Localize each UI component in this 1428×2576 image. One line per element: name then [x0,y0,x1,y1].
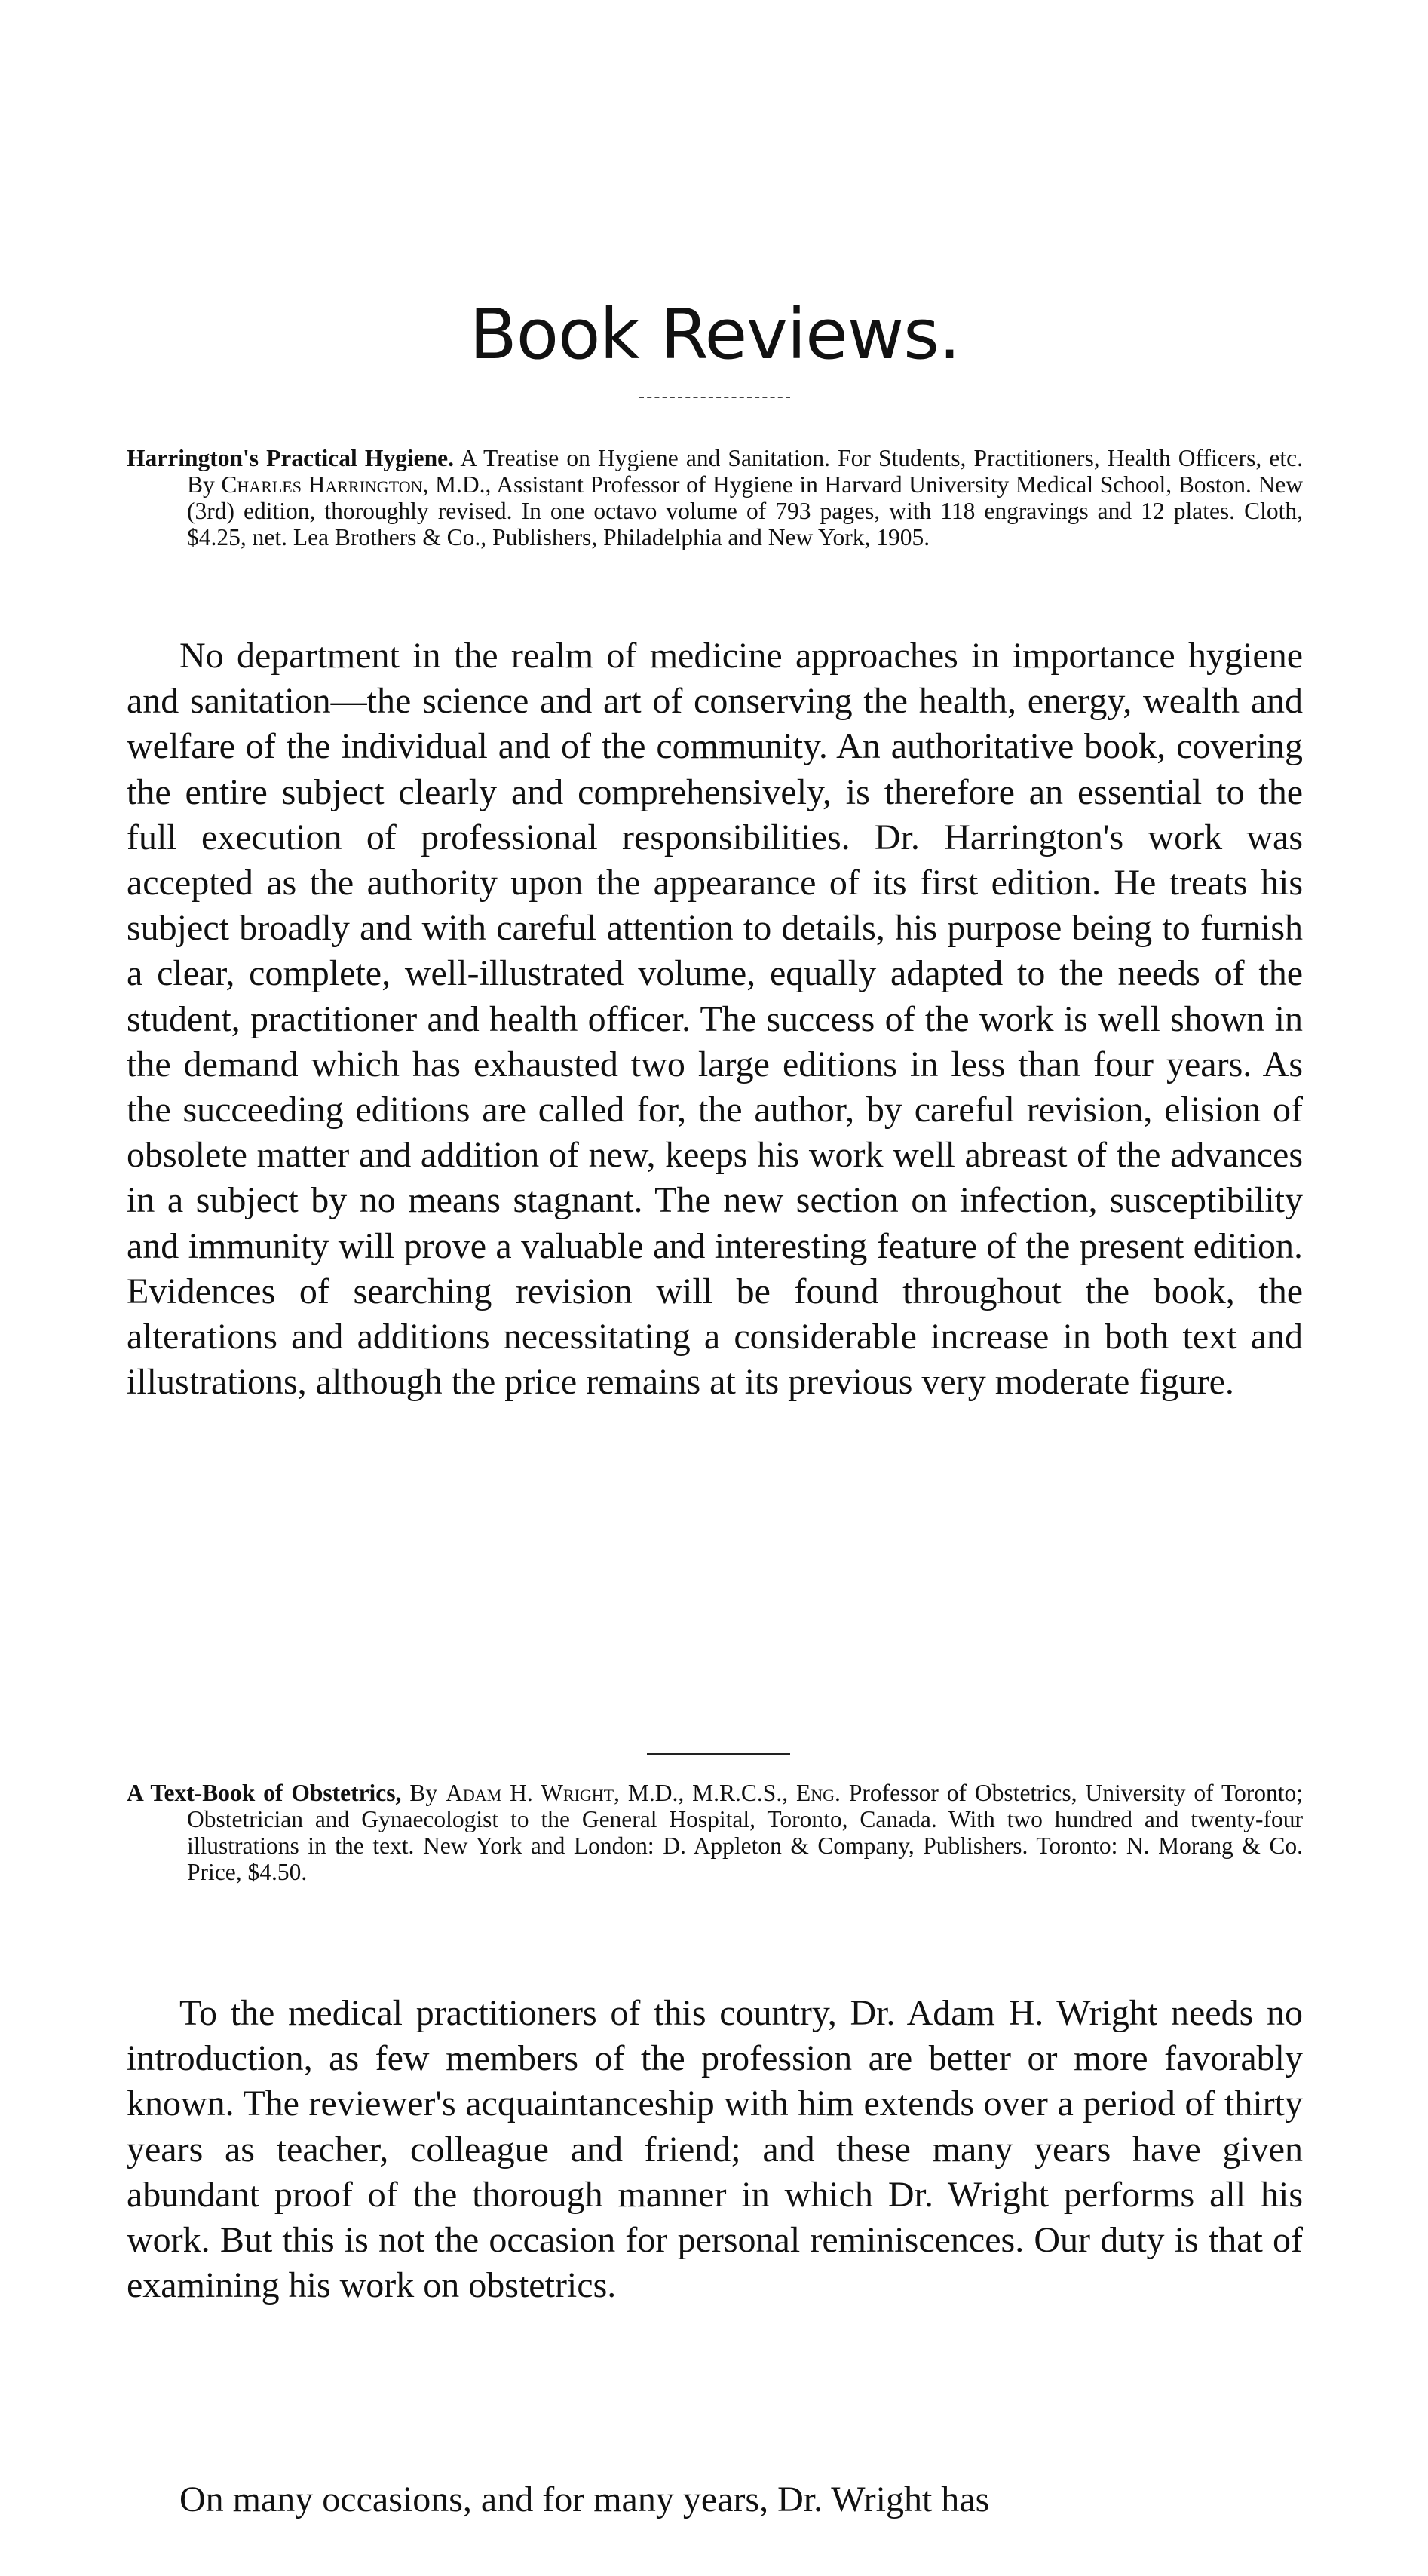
section-divider [647,1753,790,1755]
page-title: Book Reviews. [469,294,961,375]
page [127,0,1303,2576]
citation-by: By [187,471,215,498]
book-details: Professor of Obstetrics, University of Toronto; Obstetrician and Gynaecologist to the General Hospital, Toronto, Canada. With two hundred and twenty-four illustrations in the text. New York and London: D. Appleton & Company, Publishers. Toronto: N. Morang & Co. Price, $4.50. [187,1780,1304,1885]
title-divider [639,397,790,398]
book-author: Charles Harrington, M.D., [221,471,492,498]
citation-by: By [409,1780,438,1806]
book-description: A Treatise on Hygiene and Sanitation. For Students, Practitioners, Health Officers, etc. [460,445,1304,471]
review-citation [127,1780,1303,1885]
book-details: Assistant Professor of Hygiene in Harvard University Medical School, Boston. New (3rd) edition, thoroughly revised. In one octavo volume of 793 pages, with 118 engravings and 12 plates. Cloth, $4.25, net. Lea Brothers & Co., Publishers, Philadelphia and New York, 1905. [187,471,1304,550]
book-title: A Text-Book of Obstetrics, [127,1780,402,1806]
review-paragraph: No department in the realm of medicine approaches in importance hygiene and sanitation—the science and art of conserving the health, energy, wealth and welfare of the individual and of the community. An authoritative book, covering the entire subject clearly and comprehensively, is therefore an essential to the full execution of professional responsibilities. Dr. Harrington's work was accepted as the authority upon the appearance of its first edition. He treats his subject broadly and with careful attention to details, his purpose being to furnish a clear, complete, well-illustrated volume, equally adapted to the needs of the student, practitioner and health officer. The success of the work is well shown in the demand which has exhausted two large editions in less than four years. As the succeeding editions are called for, the author, by careful revision, elision of obsolete matter and addition of new, keeps his work well abreast of the advances in a subject by no means stagnant. The new section on infection, susceptibility and immunity will prove a valuable and interesting feature of the present edition. Evidences of searching revision will be found throughout the book, the alterations and additions necessitating a considerable increase in both text and illustrations, although the price remains at its previous very moderate figure. [127,636,1303,1403]
review-citation [127,445,1303,550]
book-title: Harrington's Practical Hygiene. [127,445,455,471]
review-paragraph: On many occasions, and for many years, Dr. Wright has [179,2479,990,2519]
review-paragraph: To the medical practitioners of this country, Dr. Adam H. Wright needs no introduction, as few members of the profession are better or more favorably known. The reviewer's acquaintanceship with him extends over a period of thirty years as teacher, colleague and friend; and these many years have given abundant proof of the thorough manner in which Dr. Wright performs all his work. But this is not the occasion for personal reminiscences. Our duty is that of examining his work on obstetrics. [127,1993,1303,2306]
book-author: Adam H. Wright, M.D., M.R.C.S., Eng. [446,1780,841,1806]
